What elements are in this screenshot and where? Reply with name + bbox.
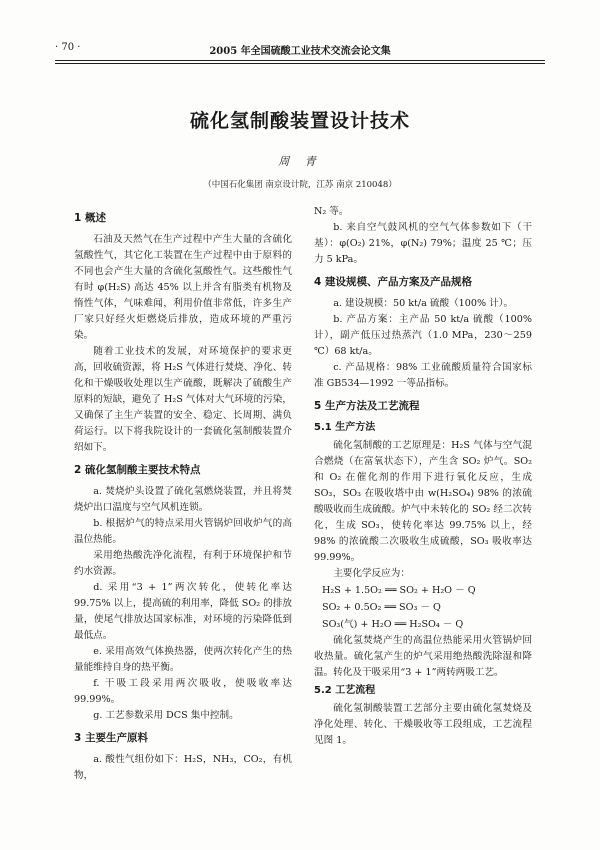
list-item: a. 酸性气组份如下：H₂S，NH₃，CO₂，有机物， [74, 754, 292, 781]
list-item: b. 来自空气鼓风机的空气气体参数如下（干基）：φ(O₂) 21%，φ(N₂) 79%；温度 25 ℃；压力 5 kPa。 [314, 222, 532, 265]
header-rule-thin [55, 63, 545, 64]
section-heading: 5 生产方法及工艺流程 [314, 400, 420, 412]
paragraph: 随着工业技术的发展，对环境保护的要求更高，回收硫资源，将 H₂S 气体进行焚烧、净化、转化和干燥吸收处理以生产硫酸，既解决了硫酸生产原料的短缺，避免了 H₂S 气体对大气环境的污染，又确保了主生产装置的安全、稳定、长周期、满负荷运行。以下将我院设计的一套硫化氢制酸装置介绍如下。 [74, 346, 292, 453]
list-item: 采用绝热酸洗净化流程，有利于环境保护和节约水资源。 [74, 550, 292, 577]
list-item: c. 产品规格：98% 工业硫酸质量符合国家标准 GB534—1992 一等品指标。 [314, 362, 532, 389]
running-header [55, 40, 545, 60]
list-item: a. 建设规模：50 kt/a 硫酸（100% 计）。 [333, 298, 514, 309]
affiliation: （中国石化集团 南京设计院，江苏 南京 210048） [203, 180, 397, 190]
chemical-equation: H₂S + 1.5O₂ ══ SO₂ + H₂O － Q [322, 585, 476, 596]
left-column [74, 204, 292, 784]
paragraph: 石油及天然气在生产过程中产生大量的含硫化氢酸性气，其它化工装置在生产过程中由于原料的不同也会产生大量的含硫化氢酸性气。这些酸性气有时 φ(H₂S) 高达 45% 以上并含有脂类有机物及惰性气体，气味难闻，利用价值非常低，许多生产厂家只好经火炬燃烧后排放，造成环境的严重污染。 [74, 234, 292, 341]
header-rule [55, 60, 545, 61]
section-heading: 4 建设规模、产品方案及产品规格 [314, 276, 472, 288]
list-item: f. 干吸工段采用两次吸收，使吸收率达 99.99%。 [74, 678, 292, 705]
section-heading: 3 主要生产原料 [74, 732, 148, 744]
chemical-equation: SO₃(气) + H₂O ══ H₂SO₄ － Q [322, 619, 464, 630]
right-column [314, 204, 532, 749]
page-number: · 70 · [55, 42, 81, 53]
chemical-equation: SO₂ + 0.5O₂ ══ SO₃ － Q [322, 602, 441, 613]
list-item: d. 采用“3 + 1”两次转化，使转化率达 99.75% 以上，提高硫的利用率，降低 SO₂ 的排放量，使尾气排放达国家标准，对环境的污染降低到最低点。 [74, 582, 292, 641]
list-item: b. 根据炉气的特点采用火管锅炉回收炉气的高温位热能。 [74, 518, 292, 545]
paragraph: 硫化氢制酸装置工艺部分主要由硫化氢焚烧及净化处理、转化、干燥吸收等工段组成，工艺流程见图 1。 [314, 703, 532, 746]
paragraph: 硫化氢焚烧产生的高温位热能采用火管锅炉回收热量。硫化氢产生的炉气采用绝热酸洗除湿和降温。转化及干吸采用“3 + 1”两转两吸工艺。 [314, 635, 532, 678]
author: 周 青 [278, 155, 322, 168]
list-item: e. 采用高效气体换热器，使两次转化产生的热量能维持自身的热平衡。 [74, 646, 292, 673]
list-item: b. 产品方案：主产品 50 kt/a 硫酸（100% 计），副产低压过热蒸汽（1.0 MPa，230～259 ℃）68 kt/a。 [314, 314, 532, 357]
article-title: 硫化氢制酸装置设计技术 [189, 110, 410, 132]
section-heading: 2 硫化氢制酸主要技术特点 [74, 464, 201, 476]
paragraph-continuation: N₂ 等。 [314, 206, 349, 217]
subsection-heading: 5.1 生产方法 [314, 422, 376, 433]
paragraph: 硫化氢制酸的工艺原理是：H₂S 气体与空气混合燃烧（在富氧状态下），产生含 SO₂ 炉气。SO₂ 和 O₂ 在催化剂的作用下进行氧化反应，生成 SO₃，SO₃ 在吸收塔中由 w(H₂SO₄) 98% 的浓硫酸吸收而生成硫酸。炉气中未转化的 SO₂ 经二次转化，生成 SO₃，使转化率达 99.75% 以上，经 98% 的浓硫酸二次吸收生成硫酸，SO₃ 吸收率达 99.99%。 [314, 440, 532, 563]
list-item: a. 焚烧炉头设置了硫化氢燃烧装置，并且将焚烧炉出口温度与空气风机连锁。 [74, 486, 292, 513]
section-heading: 1 概述 [74, 212, 106, 224]
subsection-heading: 5.2 工艺流程 [314, 685, 376, 696]
list-item: g. 工艺参数采用 DCS 集中控制。 [93, 710, 239, 721]
paragraph: 主要化学反应为： [333, 568, 410, 579]
conference-title: 2005 年全国硫酸工业技术交流会论文集 [209, 46, 391, 57]
